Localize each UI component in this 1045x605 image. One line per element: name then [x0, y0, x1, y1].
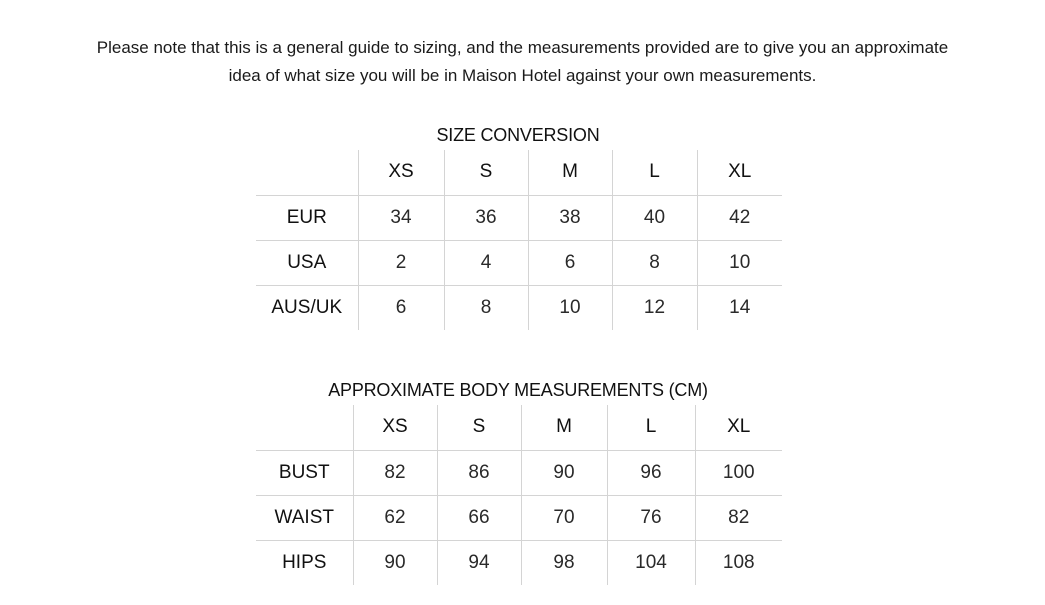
table-cell: 4: [444, 240, 528, 285]
body-measurements-title: APPROXIMATE BODY MEASUREMENTS (CM): [328, 380, 708, 400]
table-row: [256, 240, 782, 285]
table-cell: 2: [358, 240, 444, 285]
column-header-m: M: [528, 150, 612, 195]
column-header-xl: XL: [697, 150, 782, 195]
row-label-aus-uk: AUS/UK: [256, 285, 358, 330]
table-row: [256, 495, 782, 540]
sizing-note: [40, 34, 1005, 90]
table-cell: 42: [697, 195, 782, 240]
table-cell: 40: [612, 195, 697, 240]
table-cell: 96: [607, 450, 695, 495]
size-conversion-table: [256, 150, 782, 330]
table-header-row: [256, 150, 782, 195]
column-header-m: M: [521, 405, 607, 450]
size-conversion-title: SIZE CONVERSION: [436, 125, 600, 145]
table-cell: 86: [437, 450, 521, 495]
header-corner-cell: [256, 405, 353, 450]
table-cell: 90: [353, 540, 437, 585]
sizing-note-line-2: idea of what size you will be in Maison Hotel against your own measurements.: [228, 66, 817, 85]
row-label-bust: BUST: [256, 450, 353, 495]
table-cell: 94: [437, 540, 521, 585]
table-cell: 6: [528, 240, 612, 285]
table-cell: 10: [528, 285, 612, 330]
table-row: [256, 285, 782, 330]
table-cell: 6: [358, 285, 444, 330]
table-cell: 98: [521, 540, 607, 585]
table-cell: 36: [444, 195, 528, 240]
table-row: [256, 540, 782, 585]
column-header-xs: XS: [358, 150, 444, 195]
header-corner-cell: [256, 150, 358, 195]
column-header-s: S: [444, 150, 528, 195]
table-cell: 70: [521, 495, 607, 540]
table-cell: 100: [695, 450, 782, 495]
table-header-row: [256, 405, 782, 450]
table-cell: 62: [353, 495, 437, 540]
table-row: [256, 450, 782, 495]
table-cell: 10: [697, 240, 782, 285]
row-label-usa: USA: [256, 240, 358, 285]
row-label-waist: WAIST: [256, 495, 353, 540]
table-cell: 76: [607, 495, 695, 540]
column-header-l: L: [607, 405, 695, 450]
table-cell: 38: [528, 195, 612, 240]
table-cell: 8: [612, 240, 697, 285]
table-cell: 8: [444, 285, 528, 330]
row-label-eur: EUR: [256, 195, 358, 240]
column-header-xl: XL: [695, 405, 782, 450]
column-header-s: S: [437, 405, 521, 450]
column-header-l: L: [612, 150, 697, 195]
body-measurements-table: [256, 405, 782, 585]
column-header-xs: XS: [353, 405, 437, 450]
table-cell: 34: [358, 195, 444, 240]
table-cell: 12: [612, 285, 697, 330]
table-cell: 90: [521, 450, 607, 495]
table-cell: 108: [722, 551, 755, 573]
table-cell: 66: [437, 495, 521, 540]
table-row: [256, 195, 782, 240]
table-cell: 82: [695, 495, 782, 540]
row-label-hips: HIPS: [256, 540, 353, 585]
table-cell: 82: [353, 450, 437, 495]
table-cell: 14: [729, 296, 751, 318]
table-cell: 104: [607, 540, 695, 585]
sizing-note-line-1: Please note that this is a general guide to sizing, and the measurements provided are to give you an approximate: [96, 38, 949, 57]
